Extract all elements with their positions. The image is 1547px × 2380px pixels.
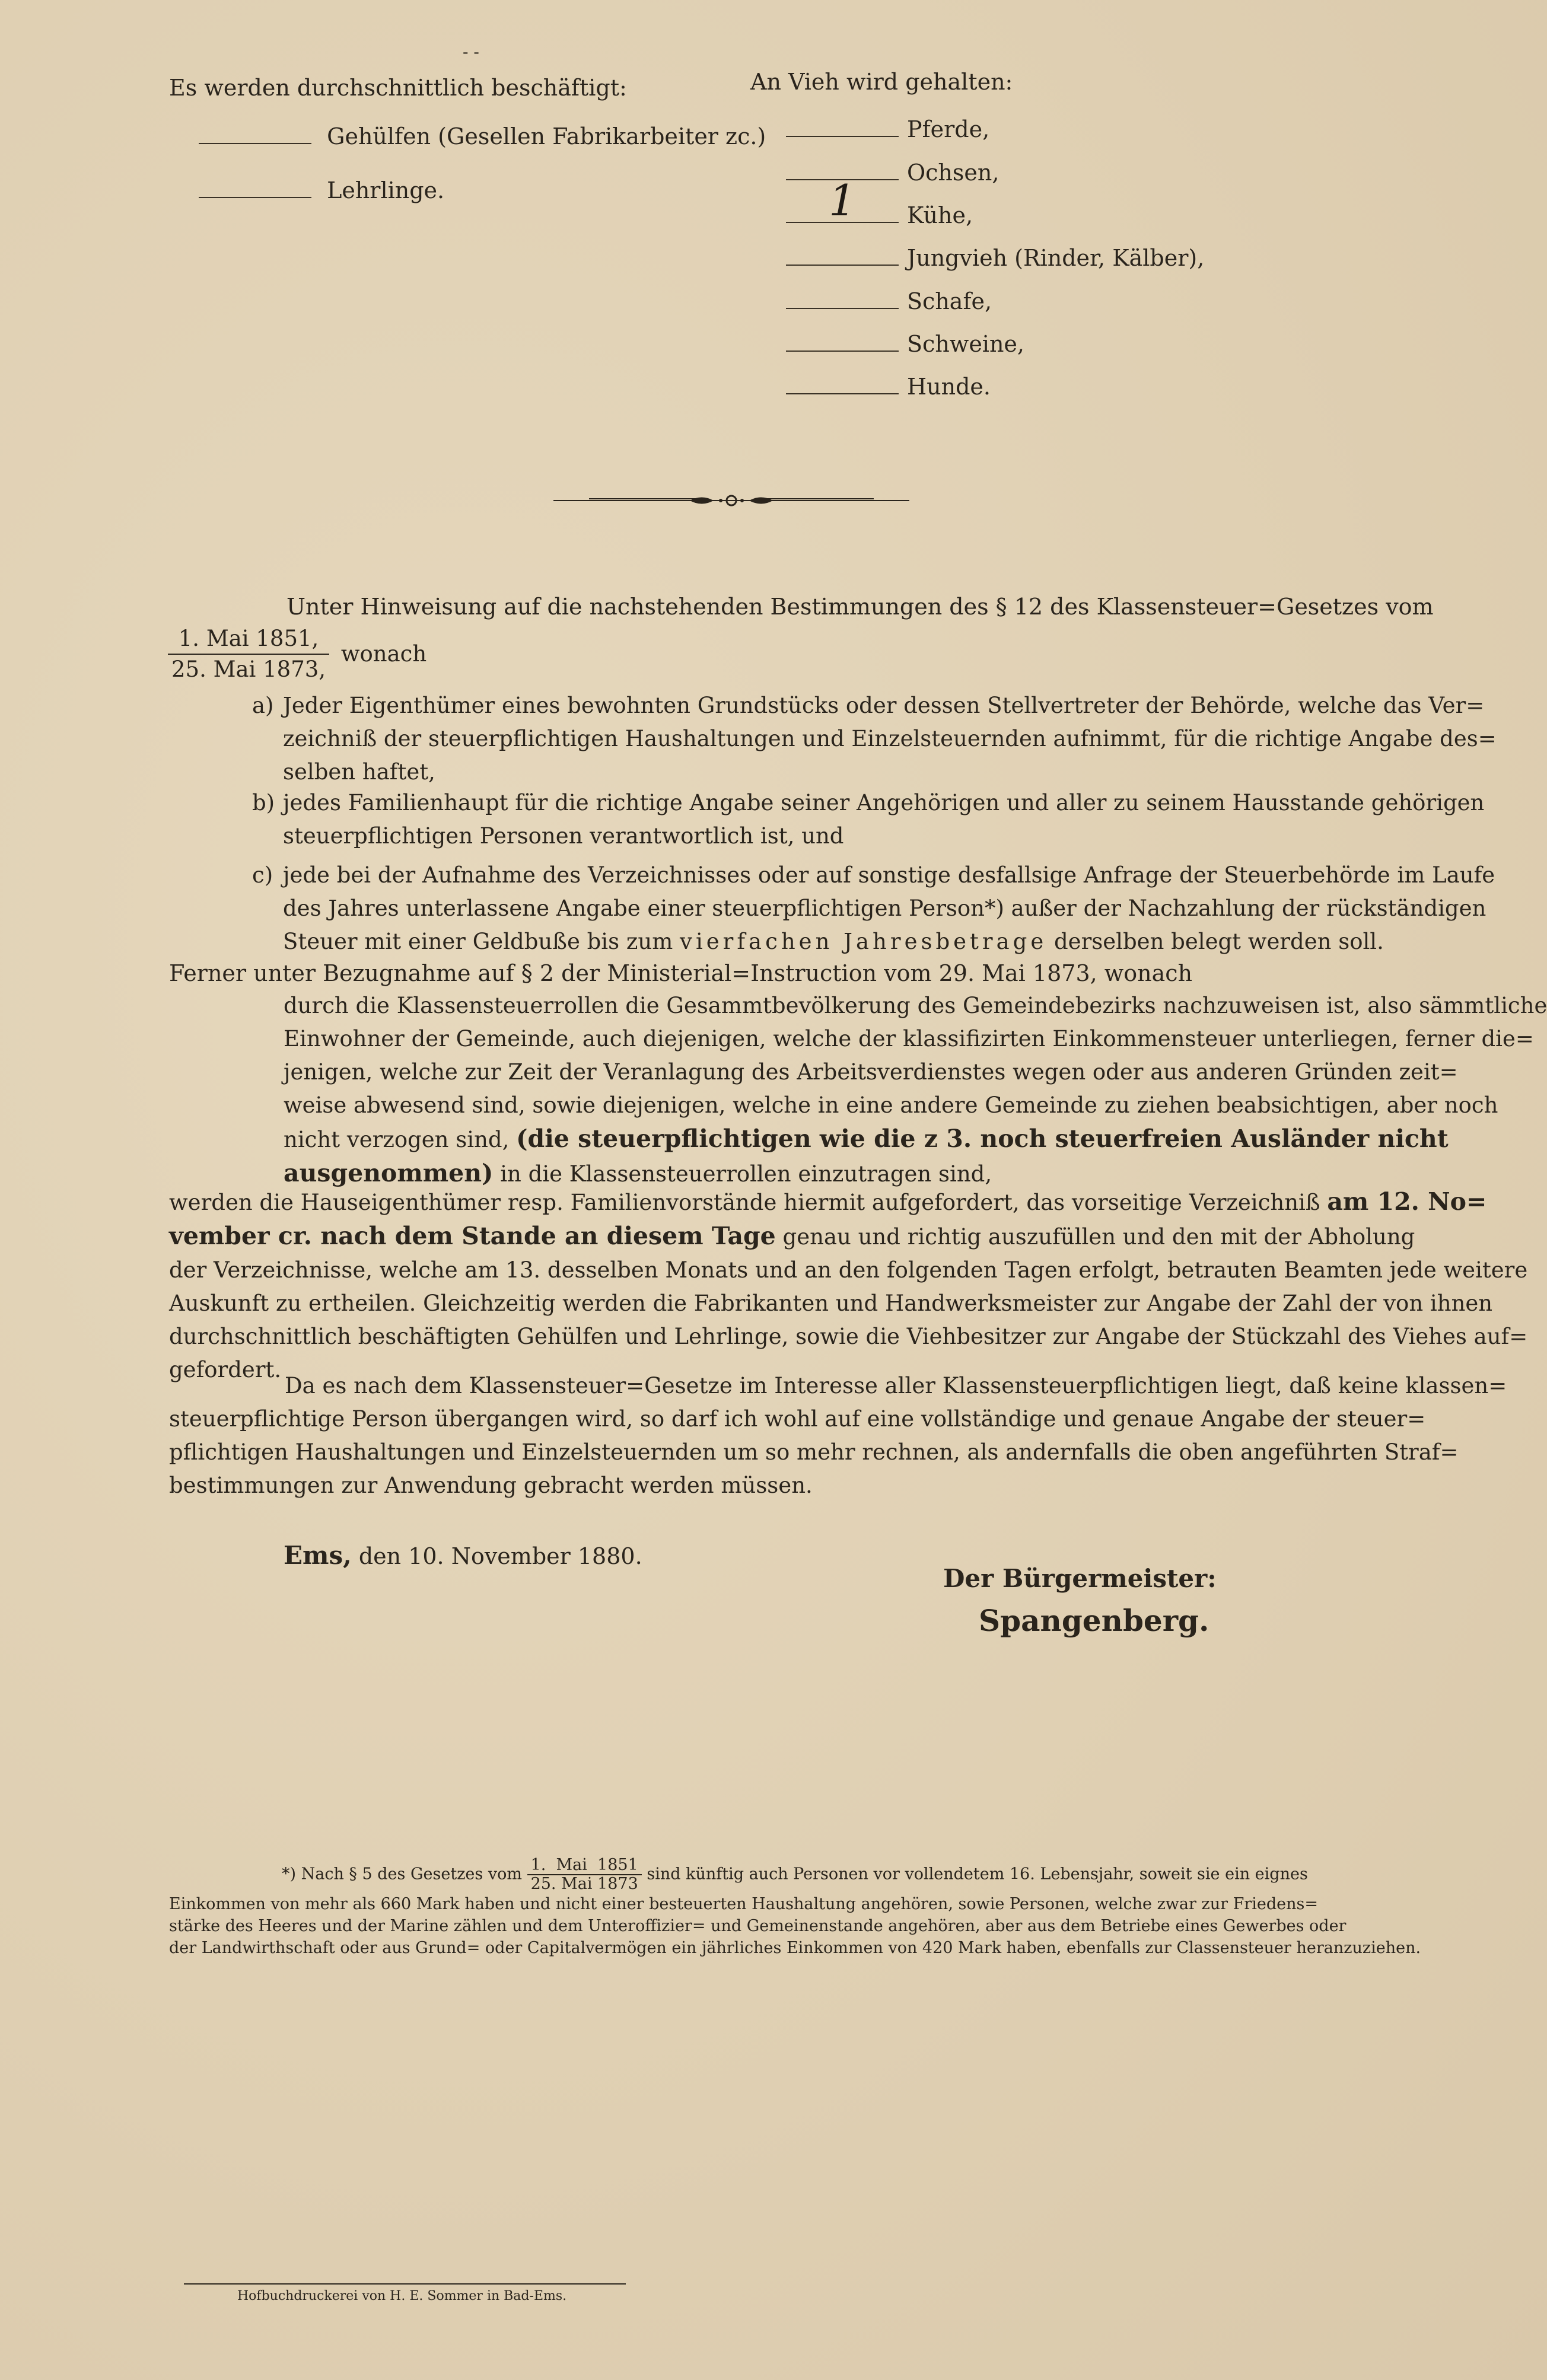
item-b-mark: b) xyxy=(252,790,275,815)
werden-bold-1: am 12. No= xyxy=(1327,1187,1487,1216)
item-c-emphasis: vierfachen Jahresbetrage xyxy=(680,929,1048,954)
assistants-label: Gehülfen (Gesellen Fabrikarbeiter zc.) xyxy=(327,123,766,149)
date-denominator: 25. Mai 1873, xyxy=(171,657,326,682)
item-c-last-line xyxy=(283,925,1384,958)
livestock-label: Jungvieh (Rinder, Kälber), xyxy=(907,245,1205,271)
footnote xyxy=(169,1856,1421,1959)
footnote-pre: *) Nach § 5 des Gesetzes vom xyxy=(282,1865,522,1884)
ferner-line: Ferner unter Bezugnahme auf § 2 der Ministerial=Instruction vom 29. Mai 1873, wonach xyxy=(169,960,1193,986)
item-a-mark: a) xyxy=(252,693,274,718)
item-b xyxy=(252,786,1485,853)
closing-line: steuerpflichtige Person übergangen wird, so darf ich wohl auf eine vollständige und genaue Angabe der steuer= xyxy=(169,1406,1426,1432)
ferner-bold: (die steuerpflichtigen wie die z 3. noch steuerfreien Ausländer nicht xyxy=(516,1124,1449,1153)
footnote-line: Einkommen von mehr als 660 Mark haben und nicht einer besteuerten Haushaltung angehören, sowie Personen, welche zwar zur Friedens= xyxy=(169,1895,1318,1913)
livestock-row xyxy=(786,372,991,401)
item-a-line: selben haftet, xyxy=(283,759,435,785)
intro-line: Unter Hinweisung auf die nachstehenden Bestimmungen des § 12 des Klassensteuer=Gesetzes vom xyxy=(287,594,1434,620)
footnote-fraction xyxy=(527,1856,642,1893)
employees-row-apprentices xyxy=(199,176,444,205)
footnote-post: sind künftig auch Personen vor vollendetem 16. Lebensjahr, soweit sie ein eignes xyxy=(647,1865,1308,1884)
item-b-line: jedes Familienhaupt für die richtige Angabe seiner Angehörigen und aller zu seinem Hausstande gehörigen xyxy=(283,790,1485,815)
ferner-post: in die Klassensteuerrollen einzutragen sind, xyxy=(500,1161,992,1187)
printer-imprint: Hofbuchdruckerei von H. E. Sommer in Bad-Ems. xyxy=(237,2289,567,2303)
ferner-indent-line: weise abwesend sind, sowie diejenigen, welche in eine andere Gemeinde zu ziehen beabsichtigen, aber noch xyxy=(284,1092,1498,1118)
ferner-indent-line: Einwohner der Gemeinde, auch diejenigen, welche der klassifizirten Einkommensteuer unterliegen, ferner die= xyxy=(284,1026,1534,1052)
livestock-row xyxy=(786,244,1204,272)
apprentices-blank[interactable] xyxy=(199,179,311,198)
footnote-line: der Landwirthschaft oder aus Grund= oder Capitalvermögen ein jährliches Einkommen von 420 Mark haben, ebenfalls zur Classensteuer heranzuziehen. xyxy=(169,1939,1421,1957)
item-b-line: steuerpflichtigen Personen verantwortlich ist, und xyxy=(283,823,844,849)
closing-paragraph xyxy=(169,1369,1507,1502)
livestock-label: Hunde. xyxy=(907,374,991,400)
item-a-line: zeichniß der steuerpflichtigen Haushaltungen und Einzelsteuernden aufnimmt, für die richtige Angabe des= xyxy=(283,726,1497,751)
item-a xyxy=(252,689,1497,789)
dateline xyxy=(284,1539,642,1573)
closing-line: Da es nach dem Klassensteuer=Gesetze im Interesse aller Klassensteuerpflichtigen liegt, daß keine klassen= xyxy=(285,1373,1507,1398)
footnote-first-line xyxy=(169,1856,1308,1893)
footnote-numerator: 1. Mai 1851 xyxy=(527,1856,642,1875)
livestock-label: Schafe, xyxy=(907,288,992,314)
livestock-count-blank[interactable] xyxy=(786,375,899,394)
ferner-indent-line: jenigen, welche zur Zeit der Veranlagung des Arbeitsverdienstes wegen oder aus anderen Gründen zeit= xyxy=(284,1059,1458,1085)
assistants-blank[interactable] xyxy=(199,125,311,144)
livestock-count-blank[interactable] xyxy=(786,247,899,266)
ferner-bold-2: ausgenommen) xyxy=(284,1159,494,1187)
livestock-label: Ochsen, xyxy=(907,160,999,186)
item-c-mark: c) xyxy=(252,862,273,888)
item-c-line: jede bei der Aufnahme des Verzeichnisses oder auf sonstige desfallsige Anfrage der Steuerbehörde im Laufe xyxy=(283,862,1495,888)
werden-bold-2: vember cr. nach dem Stande an diesem Tage xyxy=(169,1222,776,1250)
livestock-count-blank[interactable] xyxy=(786,333,899,352)
intro-date-fraction xyxy=(168,624,426,684)
employees-heading: Es werden durchschnittlich beschäftigt: xyxy=(169,75,627,101)
date-numerator: 1. Mai 1851, xyxy=(168,624,329,655)
livestock-row xyxy=(786,176,973,230)
apprentices-label: Lehrlinge. xyxy=(327,177,445,203)
item-c-last-post: derselben belegt werden soll. xyxy=(1054,929,1384,954)
livestock-label: Schweine, xyxy=(907,331,1024,357)
wonach-text: wonach xyxy=(340,641,427,667)
item-c-last-pre: Steuer mit einer Geldbuße bis zum xyxy=(283,929,673,954)
werden-line-1 xyxy=(169,1185,1487,1219)
top-mark: - - xyxy=(463,42,479,62)
livestock-label: Kühe, xyxy=(907,202,973,228)
livestock-label: Pferde, xyxy=(907,116,990,142)
livestock-count-blank[interactable]: 1 xyxy=(786,204,899,223)
closing-line: bestimmungen zur Anwendung gebracht werden müssen. xyxy=(169,1473,813,1498)
livestock-row xyxy=(786,287,992,316)
ferner-bold-line xyxy=(284,1122,1449,1156)
werden-line: Auskunft zu ertheilen. Gleichzeitig werden die Fabrikanten und Handwerksmeister zur Angabe der Zahl der von ihnen xyxy=(169,1291,1493,1316)
livestock-count-blank[interactable] xyxy=(786,290,899,309)
ferner-indent xyxy=(284,989,1547,1191)
footnote-denominator: 25. Mai 1873 xyxy=(530,1875,638,1893)
werden-line: gefordert. xyxy=(169,1357,282,1382)
item-a-line: Jeder Eigenthümer eines bewohnten Grundstücks oder dessen Stellvertreter der Behörde, welche das Ver= xyxy=(283,693,1485,718)
livestock-count-blank[interactable] xyxy=(786,118,899,137)
signature-name: Spangenberg. xyxy=(979,1603,1209,1638)
werden-line: der Verzeichnisse, welche am 13. desselben Monats und an den folgenden Tagen erfolgt, betrauten Beamten jede weitere xyxy=(169,1257,1528,1283)
livestock-heading: An Vieh wird gehalten: xyxy=(750,69,1013,95)
footnote-line: stärke des Heeres und der Marine zählen und dem Unteroffizier= und Gemeinenstande angehören, aber aus dem Betriebe eines Gewerbes oder xyxy=(169,1917,1347,1935)
werden-post: genau und richtig auszufüllen und den mit der Abholung xyxy=(782,1224,1415,1250)
item-c xyxy=(252,859,1495,958)
werden-pre: werden die Hauseigenthümer resp. Familienvorstände hiermit aufgefordert, das vorseitige Verzeichniß xyxy=(169,1190,1320,1215)
item-c-line: des Jahres unterlassene Angabe einer steuerpflichtigen Person*) außer der Nachzahlung der rückständigen xyxy=(283,896,1486,921)
dateline-place: Ems, xyxy=(284,1541,352,1570)
dateline-date: den 10. November 1880. xyxy=(358,1543,642,1569)
ferner-pre: nicht verzogen sind, xyxy=(284,1127,510,1152)
livestock-row xyxy=(786,115,989,144)
livestock-row xyxy=(786,330,1024,358)
ornament-divider xyxy=(553,492,909,509)
closing-line: pflichtigen Haushaltungen und Einzelsteuernden um so mehr rechnen, als andernfalls die oben angeführten Straf= xyxy=(169,1439,1459,1465)
werden-line: durchschnittlich beschäftigten Gehülfen und Lehrlinge, sowie die Viehbesitzer zur Angabe der Stückzahl des Viehes auf= xyxy=(169,1324,1528,1349)
werden-line-2 xyxy=(169,1219,1415,1254)
signature-title: Der Bürgermeister: xyxy=(943,1564,1217,1593)
employees-row-assistants xyxy=(199,122,766,151)
ferner-indent-line: durch die Klassensteuerrollen die Gesammtbevölkerung des Gemeindebezirks nachzuweisen ist, also sämmtliche xyxy=(284,993,1547,1018)
printer-rule xyxy=(184,2283,626,2285)
